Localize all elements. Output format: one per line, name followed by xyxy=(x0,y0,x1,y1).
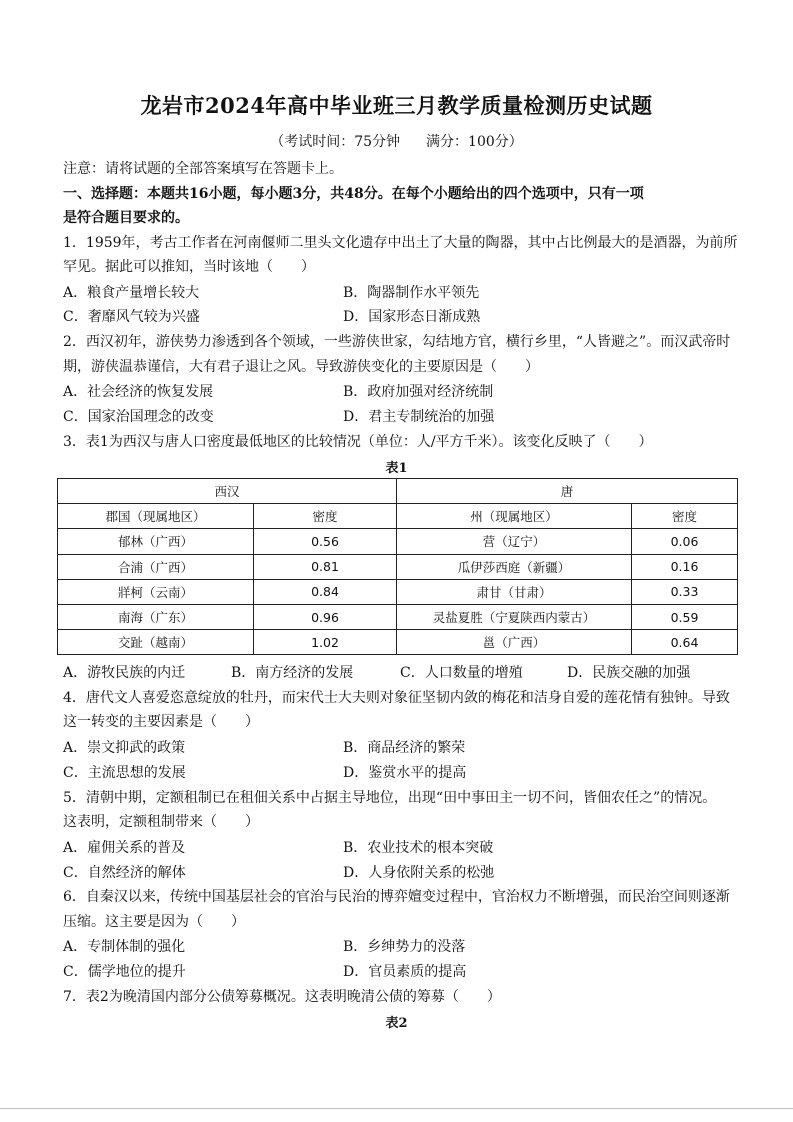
table1-cell: 1.02 xyxy=(254,630,397,655)
q1-option-b: B．陶器制作水平领先 xyxy=(343,285,480,301)
q5-option-c: C．自然经济的解体 xyxy=(63,865,186,881)
notice: 注意：请将试题的全部答案填写在答题卡上。 xyxy=(63,161,343,177)
q1-stem-line2: 罕见。据此可以推知，当时该地（ ） xyxy=(63,259,315,275)
table1-cell: 肃甘（甘肃） xyxy=(397,579,632,604)
exam-info xyxy=(0,131,793,151)
table1-row xyxy=(58,554,738,579)
exam-score: 满分：100分） xyxy=(426,134,523,150)
q6-stem-line1: 6．自秦汉以来，传统中国基层社会的官治与民治的博弈嬗变过程中，官治权力不断增强，而民治空间则逐渐 xyxy=(63,889,730,905)
table1-cell: 0.84 xyxy=(254,579,397,604)
table1-cell: 0.64 xyxy=(632,630,738,655)
q6-option-d: D．官员素质的提高 xyxy=(343,964,467,980)
q4-stem-line2: 这一转变的主要因素是（ ） xyxy=(63,714,259,730)
table2-caption: 表2 xyxy=(385,1016,408,1031)
table1 xyxy=(57,478,738,655)
table1-group-left: 西汉 xyxy=(58,479,397,504)
q2-stem-line2: 期，游侠温恭谨信，大有君子退让之风。导致游侠变化的主要原因是（ ） xyxy=(63,359,539,375)
q3-option-d: D．民族交融的加强 xyxy=(567,665,691,681)
q5-option-d: D．人身依附关系的松弛 xyxy=(343,865,495,881)
exam-time: （考试时间：75分钟 xyxy=(270,134,401,150)
table1-header: 密度 xyxy=(632,504,738,529)
q2-stem-line1: 2．西汉初年，游侠势力渗透到各个领域，一些游侠世家，勾结地方官，横行乡里，“人皆避之”。而汉武帝时 xyxy=(63,334,731,350)
page-title: 龙岩市2024年高中毕业班三月教学质量检测历史试题 xyxy=(140,93,653,118)
table1-cell: 瓜伊莎西庭（新疆） xyxy=(397,554,632,579)
q1-stem-line1: 1．1959年，考古工作者在河南偃师二里头文化遗存中出土了大量的陶器，其中占比例最大的是酒器，为前所 xyxy=(63,235,738,251)
q2-option-a: A．社会经济的恢复发展 xyxy=(63,384,214,400)
q6-option-a: A．专制体制的强化 xyxy=(63,939,186,955)
q4-option-a: A．崇文抑武的政策 xyxy=(63,740,186,756)
table1-cell: 0.96 xyxy=(254,604,397,629)
table1-cell: 0.81 xyxy=(254,554,397,579)
q4-option-d: D．鉴赏水平的提高 xyxy=(343,765,467,781)
table1-header-row xyxy=(58,504,738,529)
table1-group-row xyxy=(58,479,738,504)
table1-cell: 0.16 xyxy=(632,554,738,579)
q3-option-b: B．南方经济的发展 xyxy=(231,665,354,681)
q1-option-d: D．国家形态日渐成熟 xyxy=(343,309,481,325)
page-bottom-divider xyxy=(0,1108,793,1109)
q3-option-a: A．游牧民族的内迁 xyxy=(63,665,186,681)
table1-row xyxy=(58,579,738,604)
q5-option-b: B．农业技术的根本突破 xyxy=(343,840,494,856)
table1-cell: 0.56 xyxy=(254,529,397,554)
q2-option-d: D．君主专制统治的加强 xyxy=(343,409,495,425)
q4-stem-line1: 4．唐代文人喜爱恣意绽放的牡丹，而宋代士大夫则对象征坚韧内敛的梅花和洁身自爱的莲花情有独钟。导致 xyxy=(63,690,730,706)
q5-option-a: A．雇佣关系的普及 xyxy=(63,840,186,856)
q4-option-b: B．商品经济的繁荣 xyxy=(343,740,466,756)
q2-option-b: B．政府加强对经济统制 xyxy=(343,384,494,400)
section-heading-line2: 是符合题目要求的。 xyxy=(63,210,189,226)
section-heading-line1: 一、选择题：本题共16小题，每小题3分，共48分。在每个小题给出的四个选项中，只有一项 xyxy=(63,186,644,202)
q6-option-c: C．儒学地位的提升 xyxy=(63,964,186,980)
table1-cell: 灵盐夏胜（宁夏陕西内蒙古） xyxy=(397,604,632,629)
table1-cell: 0.06 xyxy=(632,529,738,554)
table1-header: 郡国（现属地区） xyxy=(58,504,254,529)
table1-row xyxy=(58,630,738,655)
q1-option-c: C．奢靡风气较为兴盛 xyxy=(63,309,200,325)
table1-group-right: 唐 xyxy=(397,479,738,504)
table1-header: 州（现属地区） xyxy=(397,504,632,529)
q3-option-c: C．人口数量的增殖 xyxy=(400,665,523,681)
table1-cell: 合浦（广西） xyxy=(58,554,254,579)
table1-cell: 营（辽宁） xyxy=(397,529,632,554)
table1-cell: 南海（广东） xyxy=(58,604,254,629)
table1-cell: 0.33 xyxy=(632,579,738,604)
q5-stem-line1: 5．清朝中期，定额租制已在租佃关系中占据主导地位，出现“田中事田主一切不问，皆佃农任之”的情况。 xyxy=(63,790,717,806)
q1-option-a: A．粮食产量增长较大 xyxy=(63,285,200,301)
q4-option-c: C．主流思想的发展 xyxy=(63,765,186,781)
q6-option-b: B．乡绅势力的没落 xyxy=(343,939,466,955)
table1-cell: 牂柯（云南） xyxy=(58,579,254,604)
q6-stem-line2: 压缩。这主要是因为（ ） xyxy=(63,914,245,930)
table1-cell: 交趾（越南） xyxy=(58,630,254,655)
table1-caption: 表1 xyxy=(385,461,408,476)
table1-row xyxy=(58,529,738,554)
q5-stem-line2: 这表明，定额租制带来（ ） xyxy=(63,814,259,830)
table1-header: 密度 xyxy=(254,504,397,529)
table1-cell: 郁林（广西） xyxy=(58,529,254,554)
table1-row xyxy=(58,604,738,629)
table1-cell: 0.59 xyxy=(632,604,738,629)
q7-stem-line1: 7．表2为晚清国内部分公债筹募概况。这表明晚清公债的筹募（ ） xyxy=(63,989,501,1005)
q2-option-c: C．国家治国理念的改变 xyxy=(63,409,214,425)
table1-cell: 邕（广西） xyxy=(397,630,632,655)
q3-stem-line1: 3．表1为西汉与唐人口密度最低地区的比较情况（单位：人/平方千米）。该变化反映了（ ） xyxy=(63,434,653,450)
